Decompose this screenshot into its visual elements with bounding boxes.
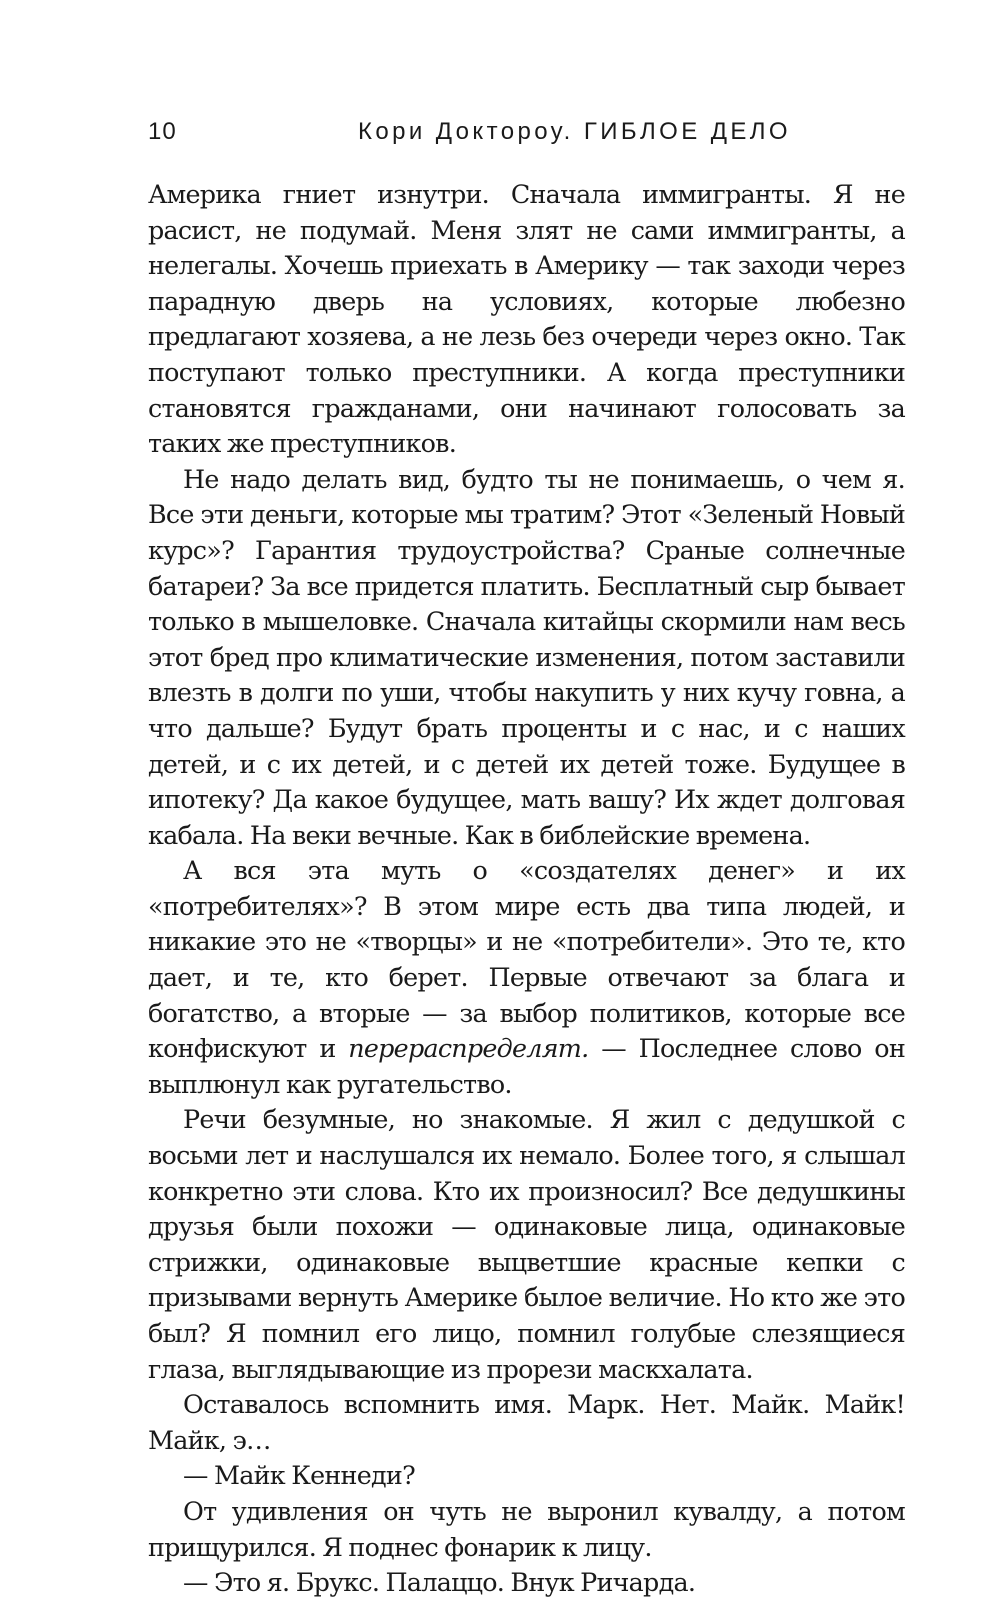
page-number: 10 [148,118,177,145]
dialogue-line-1: — Майк Кеннеди? [183,1460,415,1491]
book-running-title: Кори Доктороу. ГИБЛОЕ ДЕЛО [358,118,791,145]
paragraph-1: Америка гниет изнутри. Сначала иммигранты. Я не расист, не подумай. Меня злят не сами иммигранты, а нелегалы. Хочешь приехать в Америку — так заходи через парадную дверь на условиях, которые любезно предлагают хозяева, а не лезь без очереди через окно. Так поступают только преступники. А когда преступники становятся гражданами, они начинают голосовать за таких же преступников. [148,179,905,459]
paragraph-4: Речи безумные, но знакомые. Я жил с дедушкой с восьми лет и наслушался их немало. Более того, я слышал конкретно эти слова. Кто их произносил? Все дедушкины друзья были похожи — одинаковые лица, одинаковые стрижки, одинаковые выцветшие красные кепки с призывами вернуть Америке былое величие. Но кто же это был? Я помнил его лицо, помнил голубые слезящиеся глаза, выглядывающие из прорези маскхалата. [148,1104,905,1384]
text-body [148,177,905,1601]
paragraph-3-text-start: А вся эта муть о «создателях денег» и их «потребителях»? В этом мире есть два типа людей, и никакие это не «творцы» и не «потребители». Это те, кто дает, и те, кто берет. Первые отвечают за блага и богатство, а вторые — за выбор политиков, которые все конфискуют и [148,855,905,1064]
paragraph-5: Оставалось вспомнить имя. Марк. Нет. Майк. Майк! Майк, э… [148,1389,905,1455]
paragraph-3 [148,853,905,1102]
paragraph-7: От удивления он чуть не выронил кувалду, а потом прищурился. Я поднес фонарик к лицу. [148,1495,905,1562]
paragraph-2: Не надо делать вид, будто ты не понимаешь, о чем я. Все эти деньги, которые мы тратим? Этот «Зеленый Новый курс»? Гарантия трудоустройства? Сраные солнечные батареи? За все придется платить. Бесплатный сыр бывает только в мышеловке. Сначала китайцы скормили нам весь этот бред про климатические изменения, потом заставили влезть в долги по уши, чтобы накупить у них кучу говна, а что дальше? Будут брать проценты и с нас, и с наших детей, и с их детей, и с детей их детей тоже. Будущее в ипотеку? Да какое будущее, мать вашу? Их ждет долговая кабала. На веки вечные. Как в библейские времена. [148,463,905,850]
italic-word: перераспределят. [348,1033,589,1064]
paragraph-3-text-end: — Последнее слово он выплюнул как ругательство. [148,1033,906,1099]
dialogue-line-2: — Это я. Брукс. Палаццо. Внук Ричарда. [183,1567,696,1598]
running-header [148,118,904,152]
